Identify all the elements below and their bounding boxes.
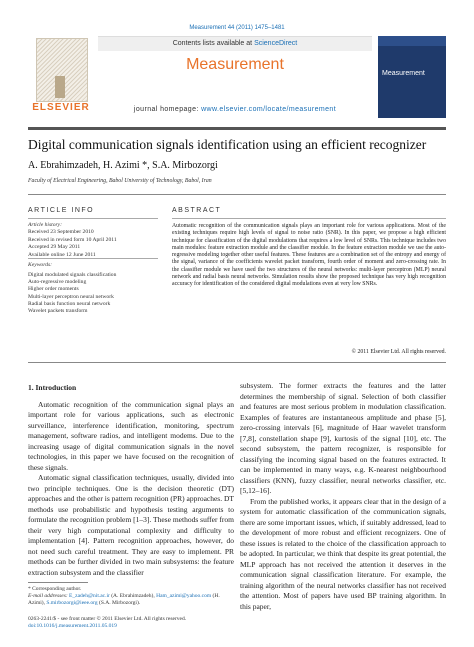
tree-trunk <box>55 76 65 98</box>
keywords-head: Keywords: <box>28 262 53 268</box>
abstract-divider <box>28 362 446 363</box>
email-owner-2: (H. Azimi), <box>28 593 220 606</box>
cover-title: Measurement <box>382 70 425 77</box>
publisher-logo-text: ELSEVIER <box>32 102 90 113</box>
abstract-label: ABSTRACT <box>172 207 222 214</box>
journal-cover-thumbnail[interactable] <box>378 36 446 118</box>
history-received: Received 23 September 2010 <box>28 229 94 236</box>
article-info-label: ARTICLE INFO <box>28 207 95 214</box>
article-title: Digital communication signals identification using an efficient recognizer <box>28 137 427 152</box>
journal-banner <box>98 36 372 118</box>
journal-reference: Measurement 44 (2011) 1475–1481 <box>189 25 285 31</box>
footnote <box>28 586 234 607</box>
email-link-2[interactable]: Ham_azimi@yahoo.com <box>156 593 212 599</box>
email-owner-3: (S.A. Mirbozorgi). <box>97 600 141 606</box>
body-paragraph: subsystem. The former extracts the features and the latter determines the membership of signal. Selection of both classifier and features are most serious problem in modulation classification. Examples of features are instantaneous amplitude and phase [5], zero-crossing intervals [6], magnitude of Haar wavelet transform [7,8], constellation shape [9], kurtosis of the signal [10], etc. The second subsystem, the pattern recognizer, is responsible for classifying the incoming signal based on the features extracted. It can be implemented in many ways, e.g. K-nearest neighbourhood classifiers (KNN), fuzzy classifier, neural networks classifier, etc. [5,12–16]. <box>240 381 446 495</box>
abstract-rule <box>172 218 446 219</box>
history-accepted: Accepted 29 May 2011 <box>28 244 81 251</box>
corresponding-author: * Corresponding author. <box>28 586 82 592</box>
email-link-1[interactable]: E_zadeh@nit.ac.ir <box>69 593 110 599</box>
history-revised: Received in revised form 10 April 2011 <box>28 236 117 243</box>
email-link-3[interactable]: S.mirbozorgi@ieee.org <box>46 600 98 606</box>
email-addresses <box>28 593 234 607</box>
journal-name: Measurement <box>186 56 284 73</box>
keywords-list <box>28 272 168 315</box>
doi-link[interactable]: doi:10.1016/j.measurement.2011.05.019 <box>28 623 117 629</box>
history-online: Available online 12 June 2011 <box>28 251 96 258</box>
body-right-column <box>240 381 446 612</box>
article-history <box>28 222 168 259</box>
email-owner-1: (A. Ebrahimzadeh), <box>109 593 157 599</box>
keyword-item: Higher order moments <box>28 286 79 293</box>
header-divider <box>28 127 446 130</box>
body-paragraph: Automatic signal classification techniques, usually, divided into two principle techniques. One is the decision theoretic (DT) approaches and the other is pattern recognition (PR) approaches. DT methods use probabilistic and hypothesis testing arguments to formulate the recognition problem [1–3]. These methods suffer from their very high computational complexity and difficulty to implementation [4]. Pattern recognition approaches, however, do not need such careful treatment. They are easy to implement. PR methods can be further divided in two main subsystems: the feature extraction subsystem and the classifier <box>28 473 234 577</box>
keyword-item: Radial basis function neural network <box>28 300 111 307</box>
body-left-column <box>28 383 234 578</box>
elsevier-logo[interactable] <box>28 36 94 118</box>
email-prefix: E-mail addresses: <box>28 593 70 599</box>
keyword-item: Multi-layer perceptron neural network <box>28 293 114 300</box>
cover-stripe <box>378 36 446 46</box>
contents-prefix: Contents lists available at <box>172 40 255 47</box>
homepage-prefix: journal homepage: <box>133 106 202 113</box>
history-head: Article history: <box>28 222 63 228</box>
sciencedirect-link[interactable]: ScienceDirect <box>254 40 298 47</box>
abstract-copyright: © 2011 Elsevier Ltd. All rights reserved. <box>351 349 446 355</box>
journal-homepage <box>98 106 372 113</box>
keywords-rule <box>28 258 158 259</box>
keyword-item: Wavelet packets transform <box>28 308 88 315</box>
footnote-rule <box>28 582 88 583</box>
section-heading: 1. Introduction <box>28 383 77 392</box>
keyword-item: Digital modulated signals classification <box>28 272 117 278</box>
article-info-rule <box>28 218 158 219</box>
front-matter-info <box>28 616 234 630</box>
issn-line: 0263-2241/$ - see front matter © 2011 Elsevier Ltd. All rights reserved. <box>28 616 187 622</box>
title-divider <box>28 194 446 195</box>
keyword-item: Auto-regressive modeling <box>28 279 87 286</box>
body-paragraph: Automatic recognition of the communication signal plays an important role for various applications, such as electronic surveillance, interference identification, monitoring, spectrum management, software radios, and intelligent modems. Due to the increasing usage of digital communication signals in the novel technologies, in this paper we have focused on the recognition of these signals. <box>28 399 234 472</box>
author-affiliation: Faculty of Electrical Engineering, Babol University of Technology, Babol, Iran <box>28 178 212 184</box>
contents-bar <box>98 36 372 51</box>
abstract-text: Automatic recognition of the communication signals plays an important role for various applications. Most of the existing techniques require high levels of signal to noise ratio (SNR). In this paper, we propose a high efficient technique for classification of the digital modulations that requires a low level of SNRs. This technique includes two main modules: feature extraction module and the classifier module. In the feature extraction module we use the auto-regressive modeling together other useful features. These features are a combination set of the entropy and energy of the signal, variance of the coefficients wavelet packet transform, fourth order of moment and zero-crossing rate. In the classifier module we have used the two structures of the neural networks: multi-layer perceptron (MLP) neural network and radial basis neural networks. Simulation results show the proposed technique has very high recognition accuracy for identification of the considered digital modulations even at very low SNRs. <box>172 223 446 288</box>
body-paragraph: From the published works, it appears clear that in the design of a system for automatic classification of the communication signals, there are some important issues, which, if suitably addressed, lead to the development of more robust and efficient recognizers. One of these issues is related to the choice of the classification approach to be adopted. In particular, we think that despite its great potential, the MLP approach has not received the attention it deserves in the communication signal classification literature. For example, the training algorithm of the neural networks classifier has not received the attention. Most of papers have used BP training algorithm. In this paper, <box>240 496 446 611</box>
homepage-link[interactable]: www.elsevier.com/locate/measurement <box>201 106 337 113</box>
journal-header <box>28 36 446 118</box>
article-authors: A. Ebrahimzadeh, H. Azimi *, S.A. Mirbozorgi <box>28 160 218 171</box>
